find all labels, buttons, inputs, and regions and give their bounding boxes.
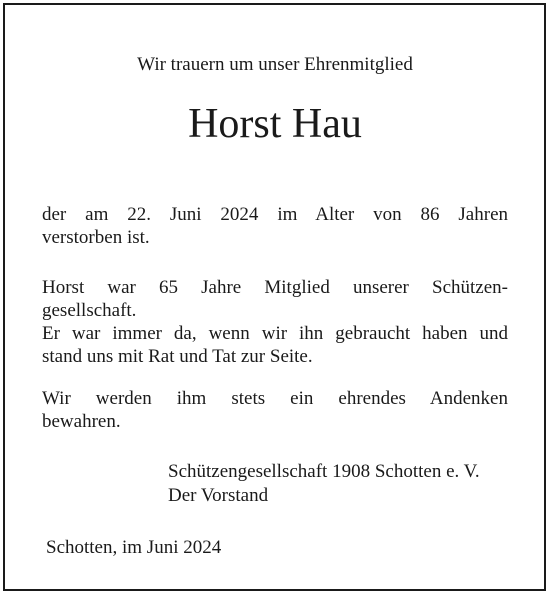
organization-name: Schützengesellschaft 1908 Schotten e. V. <box>168 461 480 482</box>
paragraph-line: verstorben ist. <box>42 227 150 248</box>
paragraph-line: gesellschaft. <box>42 300 137 321</box>
paragraph-line: Er war immer da, wenn wir ihn gebraucht haben und <box>42 323 508 344</box>
notice-intro: Wir trauern um unser Ehrenmitglied <box>137 54 413 75</box>
signature-block <box>168 460 480 508</box>
paragraph-line: bewahren. <box>42 411 121 432</box>
paragraph-line: Horst war 65 Jahre Mitglied unserer Schützen- <box>42 277 508 298</box>
remembrance-paragraph <box>42 387 508 433</box>
place-and-date: Schotten, im Juni 2024 <box>46 537 222 558</box>
deceased-name: Horst Hau <box>188 101 362 147</box>
paragraph-line: stand uns mit Rat und Tat zur Seite. <box>42 346 313 367</box>
paragraph-line: Wir werden ihm stets ein ehrendes Andenken <box>42 388 508 409</box>
board-signature: Der Vorstand <box>168 485 269 506</box>
paragraph-line: der am 22. Juni 2024 im Alter von 86 Jahren <box>42 204 508 225</box>
membership-paragraph <box>42 276 508 368</box>
death-date-paragraph <box>42 203 508 249</box>
